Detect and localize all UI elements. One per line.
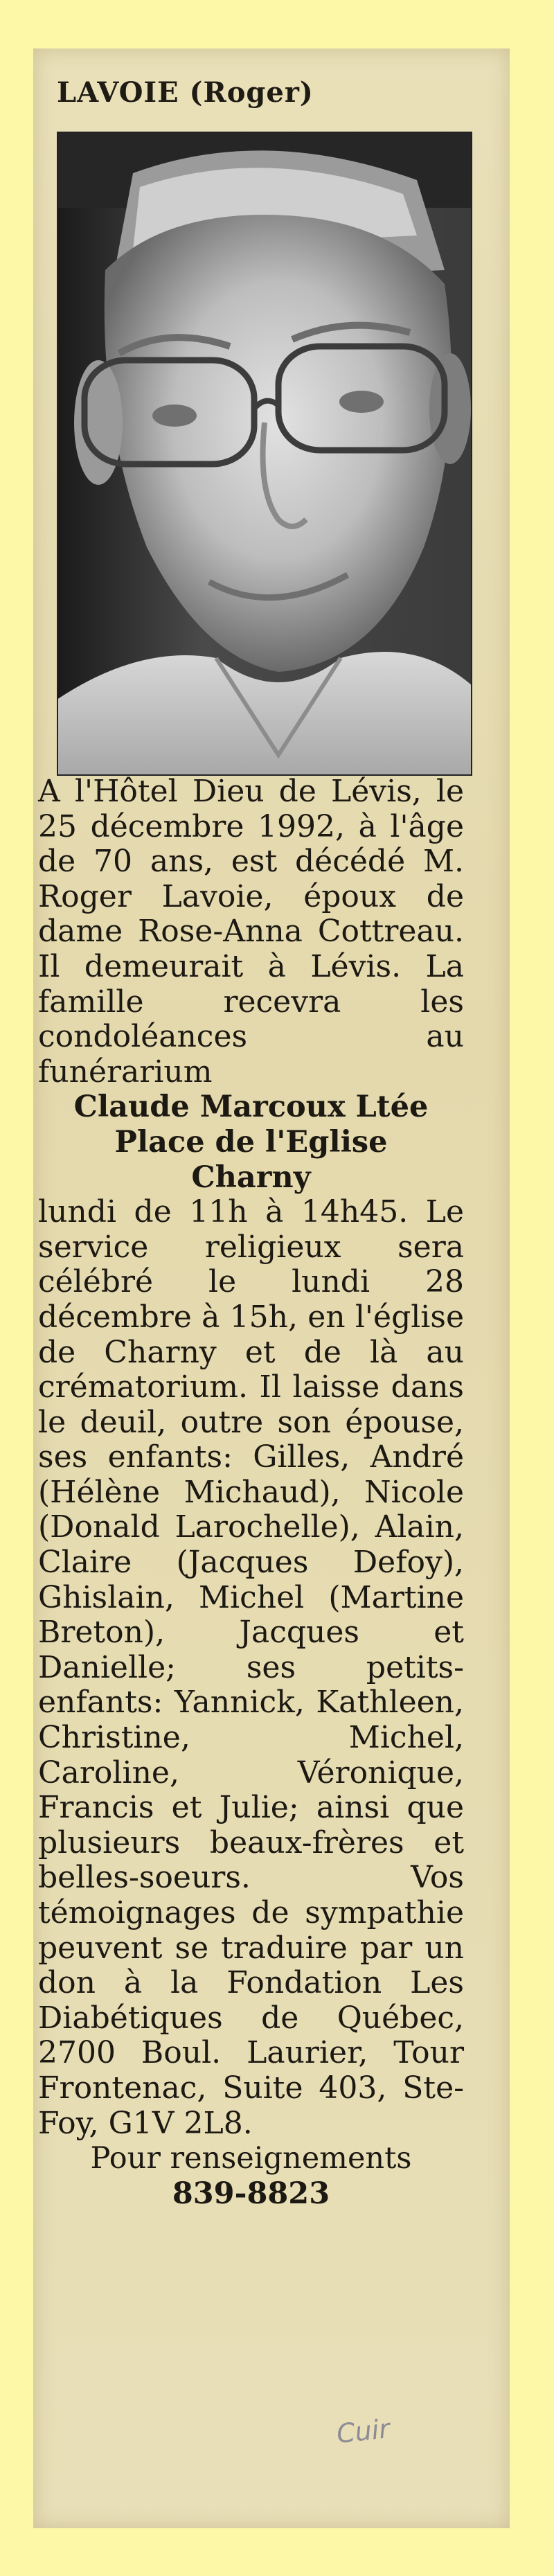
portrait-photo: [57, 132, 472, 776]
funeral-home-block: [38, 1090, 464, 1195]
funeral-home-city: Charny: [191, 1160, 311, 1195]
obituary-name-header: LAVOIE (Roger): [57, 76, 314, 109]
contact-info: [38, 2141, 464, 2211]
obituary-body: [38, 774, 464, 2211]
phone-number: 839-8823: [172, 2176, 330, 2211]
funeral-home-name: Claude Marcoux Ltée: [73, 1090, 429, 1125]
info-label: Pour renseignements: [90, 2141, 412, 2176]
obituary-paragraph-details: lundi de 11h à 14h45. Le service religieux sera célébré le lundi 28 décembre à 15h, en l'église de Charny et de là au crématorium. Il laisse dans le deuil, outre son épouse, ses enfants: Gilles, André (Hélène Michaud), Nicole (Donald Larochelle), Alain, Claire (Jacques Defoy), Ghislain, Michel (Martine Breton), Jacques et Danielle; ses petits-enfants: Yannick, Kathleen, Christine, Michel, Caroline, Véronique, Francis et Julie; ainsi que plusieurs beaux-frères et belles-soeurs. Vos témoignages de sympathie peuvent se traduire par un don à la Fondation Les Diabétiques de Québec, 2700 Boul. Laurier, Tour Frontenac, Suite 403, Ste-Foy, G1V 2L8.: [38, 1194, 464, 2141]
handwritten-note: Cuir: [334, 2413, 391, 2449]
obituary-paragraph-intro: A l'Hôtel Dieu de Lévis, le 25 décembre 1992, à l'âge de 70 ans, est décédé M. Roger Lavoie, époux de dame Rose-Anna Cottreau. Il demeurait à Lévis. La famille recevra les condoléances au funérarium: [38, 774, 464, 1090]
funeral-home-address: Place de l'Eglise: [114, 1124, 388, 1160]
